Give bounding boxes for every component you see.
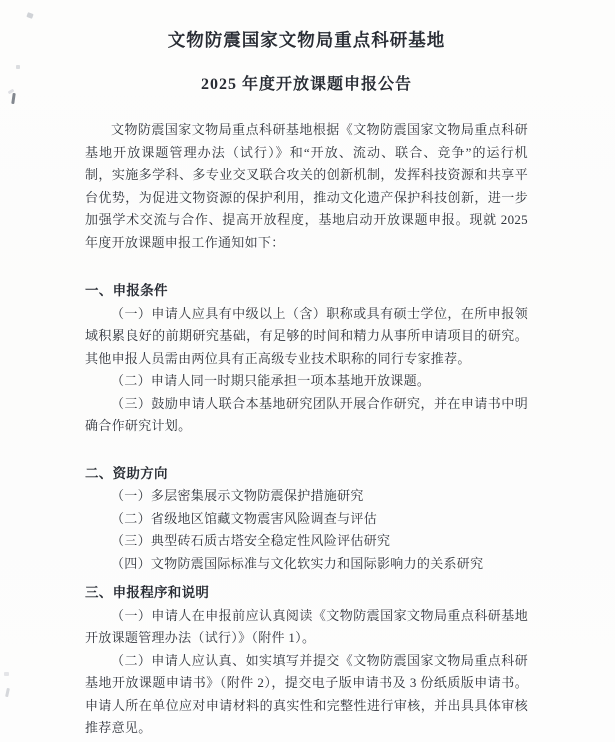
section-3-paragraph-2: （二）申请人应认真、如实填写并提交《文物防震国家文物局重点科研基地开放课题申请书》（附件 2），提交电子版申请书及 3 份纸质版申请书。申请人所在单位应对申请材料的真实性和完整性进行审核，并出具具体审核推荐意见。 xyxy=(85,652,528,735)
section-1-paragraph-1: （一）申请人应具有中级以上（含）职称或具有硕士学位，在所申报领域积累良好的前期研究基础，有足够的时间和精力从事所申请项目的研究。其他申报人员需由两位具有正高级专业技术职称的同行专家推荐。 xyxy=(85,305,528,366)
document-subtitle: 2025 年度开放课题申报公告 xyxy=(200,76,412,93)
section-1-paragraph-2: （二）申请人同一时期只能承担一项本基地开放课题。 xyxy=(111,373,431,388)
section-funding-directions xyxy=(85,463,528,576)
section-application-procedure xyxy=(85,582,528,740)
scan-artifact xyxy=(11,93,16,104)
document-title: 文物防震国家文物局重点科研基地 xyxy=(167,30,446,50)
section-2-item-2: （二）省级地区馆藏文物震害风险调查与评估 xyxy=(111,510,378,526)
section-2-item-3: （三）典型砖石质古塔安全稳定性风险评估研究 xyxy=(111,533,391,548)
intro-paragraph: 文物防震国家文物局重点科研基地根据《文物防震国家文物局重点科研基地开放课题管理办法（试行）》和“开放、流动、联合、竞争”的运行机制，实施多学科、多专业交叉联合攻关的创新机制，发挥科技资源和共享平台优势，为促进文物资源的保护利用，推动文化遗产保护科技创新，进一步加强学术交流与合作、提高开放程度，基地启动开放课题申报。现就 2025 年度开放课题申报工作通知如下： xyxy=(85,122,528,250)
scan-artifact xyxy=(26,12,33,19)
section-1-paragraph-3: （三）鼓励申请人联合本基地研究团队开展合作研究，并在申请书中明确合作研究计划。 xyxy=(85,395,528,433)
section-2-item-1: （一）多层密集展示文物防震保护措施研究 xyxy=(111,488,364,503)
scan-artifact xyxy=(16,65,20,69)
section-application-conditions xyxy=(85,280,528,438)
section-2-heading: 二、资助方向 xyxy=(85,465,168,481)
section-3-heading: 三、申报程序和说明 xyxy=(85,585,210,600)
section-2-item-4: （四）文物防震国际标准与文化软实力和国际影响力的关系研究 xyxy=(111,555,484,571)
scan-artifact xyxy=(4,672,9,676)
section-1-heading: 一、申报条件 xyxy=(85,283,168,298)
scan-artifact xyxy=(5,688,10,697)
section-3-paragraph-1: （一）申请人在申报前应认真阅读《文物防震国家文物局重点科研基地开放课题管理办法（试行）》（附件 1）。 xyxy=(85,607,528,645)
